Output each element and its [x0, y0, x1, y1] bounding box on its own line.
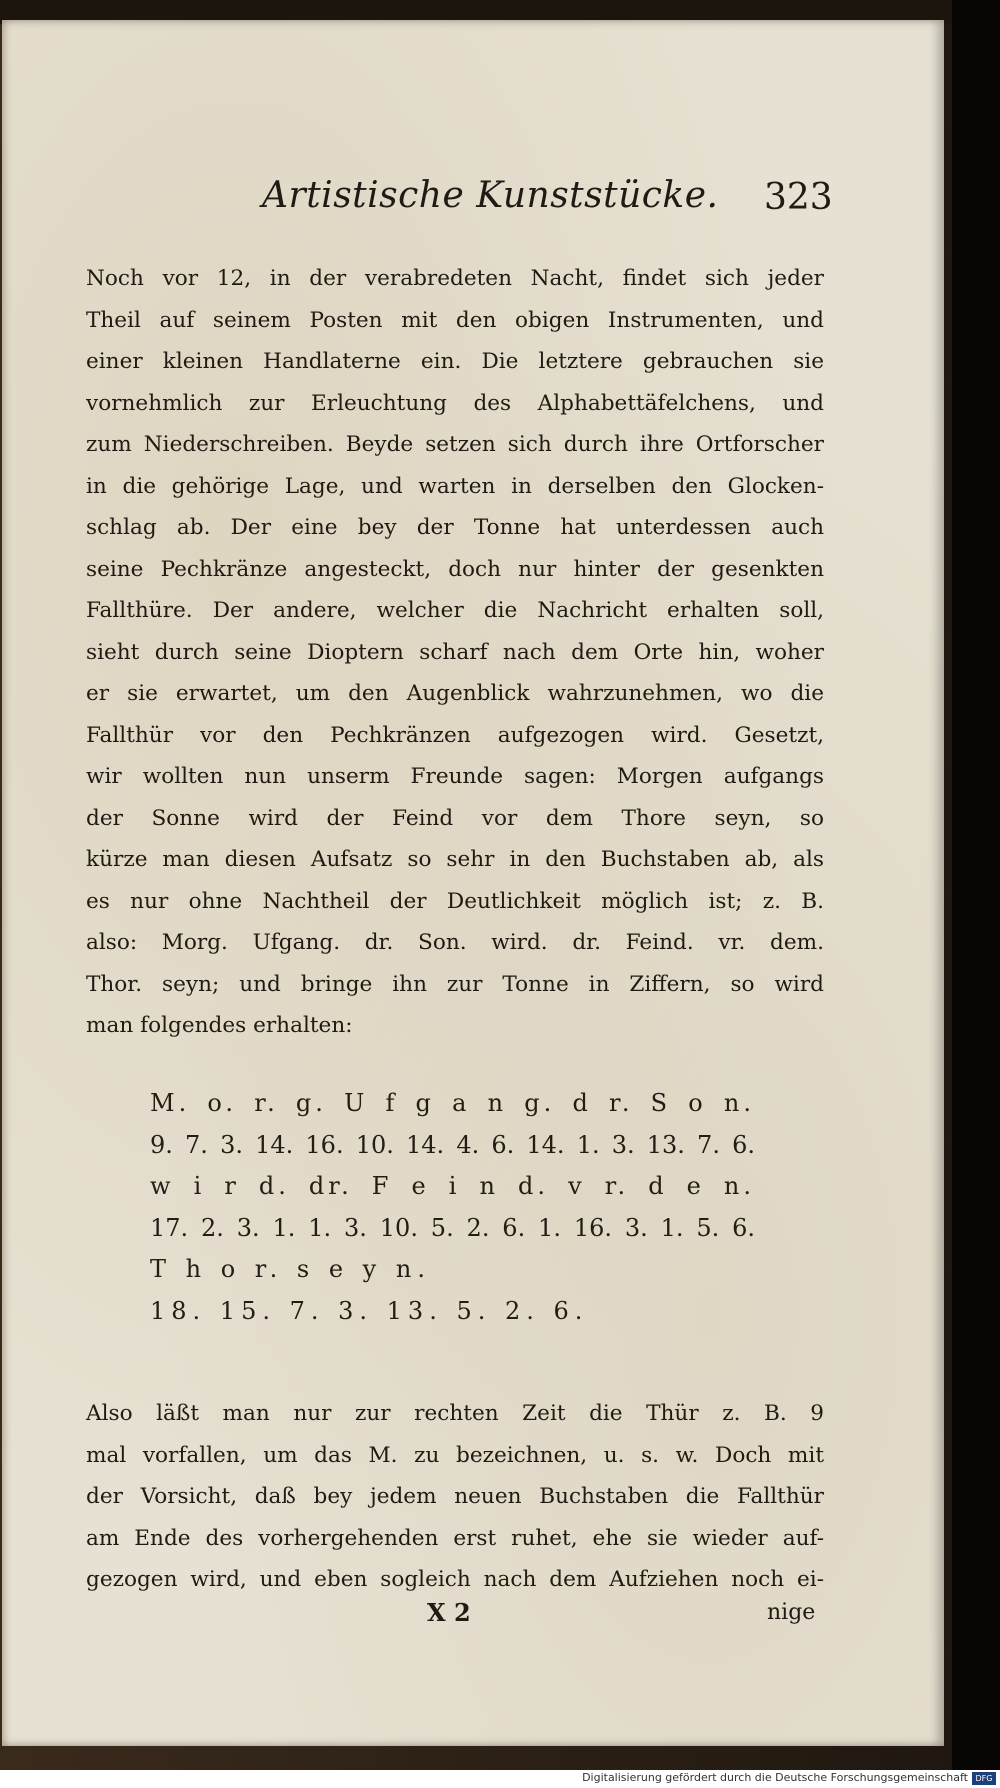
- text-line: Theil auf seinem Posten mit den obigen Instrumenten, und: [86, 307, 824, 333]
- text-line: in die gehörige Lage, und warten in derselben den Glocken-: [86, 473, 824, 499]
- dfg-logo-icon: DFG: [972, 1772, 996, 1785]
- text-line: seine Pechkränze angesteckt, doch nur hinter der gesenkten: [86, 556, 824, 582]
- text-line: einer kleinen Handlaterne ein. Die letztere gebrauchen sie: [86, 349, 824, 374]
- cipher-letters-row: T h o r. s e y n.: [150, 1255, 431, 1283]
- text-line: gezogen wird, und eben sogleich nach dem Aufziehen noch ei-: [86, 1567, 824, 1592]
- text-line: zum Niederschreiben. Beyde setzen sich durch ihre Ortforscher: [86, 432, 824, 457]
- text-line: vornehmlich zur Erleuchtung des Alphabettäfelchens, und: [86, 390, 824, 416]
- page-header: [2, 175, 944, 235]
- text-line: der Vorsicht, daß bey jedem neuen Buchstaben die Fallthür: [86, 1484, 824, 1509]
- text-line: er sie erwartet, um den Augenblick wahrzunehmen, wo die: [86, 681, 824, 706]
- text-line: also: Morg. Ufgang. dr. Son. wird. dr. Feind. vr. dem.: [86, 930, 824, 955]
- signature-mark: X 2: [427, 1598, 471, 1627]
- text-line: schlag ab. Der eine bey der Tonne hat unterdessen auch: [86, 515, 824, 540]
- text-line: Thor. seyn; und bringe ihn zur Tonne in Ziffern, so wird: [86, 971, 824, 997]
- text-line: wir wollten nun unserm Freunde sagen: Morgen aufgangs: [86, 764, 824, 789]
- text-line: Fallthür vor den Pechkränzen aufgezogen wird. Gesetzt,: [86, 722, 824, 748]
- cipher-numbers-row: 9. 7. 3. 14. 16. 10. 14. 4. 6. 14. 1. 3. 13. 7. 6.: [150, 1130, 755, 1159]
- paragraph-1: [86, 258, 824, 1047]
- text-line: Also läßt man nur zur rechten Zeit die Thür z. B. 9: [86, 1401, 824, 1426]
- text-line: sieht durch seine Dioptern scharf nach dem Orte hin, woher: [86, 639, 824, 665]
- cipher-numbers-row: 18. 15. 7. 3. 13. 5. 2. 6.: [150, 1296, 589, 1325]
- funding-credit: Digitalisierung gefördert durch die Deutsche Forschungsgemeinschaft: [582, 1771, 968, 1784]
- text-line: Fallthüre. Der andere, welcher die Nachricht erhalten soll,: [86, 598, 824, 623]
- page-number: 323: [764, 177, 833, 218]
- text-line: mal vorfallen, um das M. zu bezeichnen, u. s. w. Doch mit: [86, 1442, 824, 1468]
- text-line: Noch vor 12, in der verabredeten Nacht, findet sich jeder: [86, 266, 824, 291]
- book-page: [2, 20, 944, 1746]
- text-line: es nur ohne Nachtheil der Deutlichkeit möglich ist; z. B.: [86, 888, 824, 914]
- cipher-letters-row: w i r d. dr. F e i n d. v r. d e n.: [150, 1172, 755, 1200]
- paragraph-2: [86, 1393, 824, 1601]
- text-line: kürze man diesen Aufsatz so sehr in den Buchstaben ab, als: [86, 847, 824, 872]
- text-line: man folgendes erhalten:: [86, 1013, 353, 1038]
- text-line: am Ende des vorhergehenden erst ruhet, ehe sie wieder auf-: [86, 1525, 824, 1551]
- catchword: nige: [767, 1600, 816, 1625]
- cipher-table: [150, 1083, 755, 1332]
- cipher-letters-row: M. o. r. g. U f g a n g. d r. S o n.: [150, 1089, 755, 1117]
- text-line: der Sonne wird der Feind vor dem Thore seyn, so: [86, 805, 824, 831]
- running-title: Artistische Kunststücke.: [262, 175, 719, 216]
- scan-right-edge: [952, 0, 1000, 1788]
- digitization-footer: [0, 1770, 1000, 1788]
- cipher-numbers-row: 17. 2. 3. 1. 1. 3. 10. 5. 2. 6. 1. 16. 3. 1. 5. 6.: [150, 1213, 755, 1242]
